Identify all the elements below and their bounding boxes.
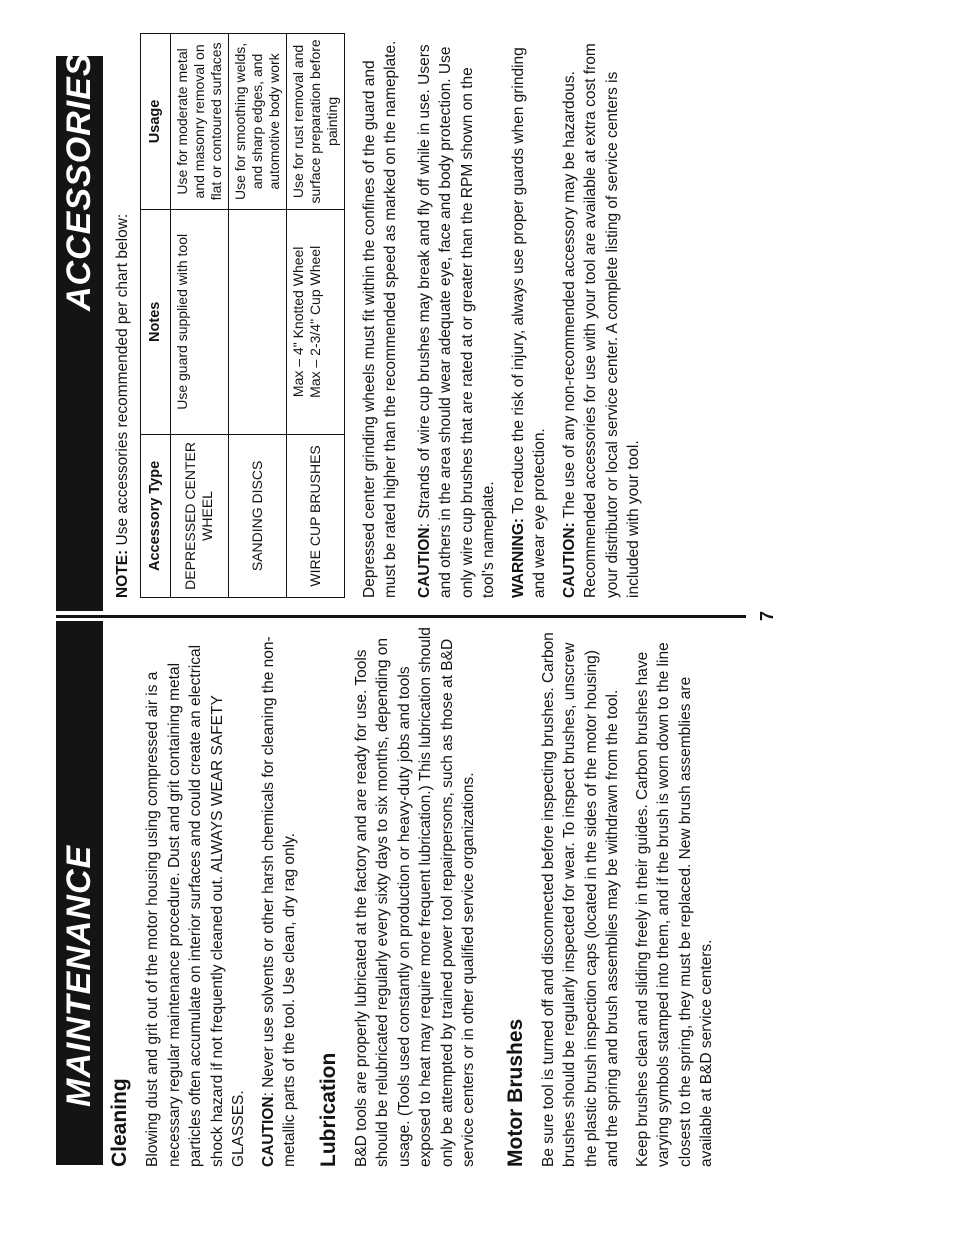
motor-brushes-heading: Motor Brushes — [503, 1018, 527, 1167]
wire-brush-caution — [414, 32, 500, 598]
header-notes: Notes — [140, 209, 170, 434]
lubrication-paragraph: B&D tools are properly lubricated at the factory and are ready for use. Tools should be relubricated regularly every sixty days to six months, depending on usage. (Tools used constantly on production or heavy-duty jobs and tools exposed to heat may require more frequent lubrication.) This lubrication should only be attempted by trained power tool repairpersons, such as those at B&D service centers or in other qualified service organizations. — [352, 627, 477, 1167]
column-divider — [56, 615, 746, 618]
cell-accessory-type: SANDING DISCS — [228, 434, 286, 597]
caution-text: : Strands of wire cup brushes may break and fly off while in use. Users and others in the area should wear adequate eye, face and body protection. Use only wire cup brushes that are rated at or greater than the RPM shown on the tool's nameplate. — [415, 44, 497, 598]
maintenance-title: MAINTENANCE — [60, 844, 98, 1107]
caution-label: CAUTION — [415, 527, 433, 598]
caution-label: CAUTION: — [560, 522, 578, 598]
table-row — [228, 34, 286, 598]
cell-usage: Use for smoothing welds, and sharp edges, and automotive body work — [228, 34, 286, 210]
accessory-caution — [559, 32, 645, 598]
cell-notes: Use guard supplied with tool — [170, 209, 228, 434]
cleaning-caution — [258, 627, 301, 1167]
cell-accessory-type: WIRE CUP BRUSHES — [286, 434, 344, 597]
caution-text: The use of any non-recommended accessory may be hazardous. Recommended accessories for use with your tool are available at extra cost from your distributor or local service center. A complete listing of service centers is included with your tool. — [560, 43, 642, 598]
page-number: 7 — [757, 610, 777, 621]
header-accessory-type: Accessory Type — [140, 434, 170, 597]
warning-label: WARNING: — [509, 517, 527, 598]
cell-notes: Max – 4" Knotted Wheel Max – 2-3/4" Cup Wheel — [286, 209, 344, 434]
accessories-table — [140, 33, 345, 598]
cell-usage: Use for moderate metal and masonry removal on flat or contoured surfaces — [170, 34, 228, 210]
table-row — [170, 34, 228, 598]
motor-brushes-paragraph-1: Be sure tool is turned off and disconnected before inspecting brushes. Carbon brushes should be regularly inspected for wear. To inspect brushes, unscrew the plastic brush inspection caps (located in the sides of the motor housing) and the spring and brush assemblies may be withdrawn from the tool. — [539, 632, 621, 1167]
cell-notes — [228, 209, 286, 434]
cell-usage: Use for rust removal and surface preparation before painting — [286, 34, 344, 210]
table-row — [286, 34, 344, 598]
maintenance-column — [108, 627, 726, 1167]
note-text: Use accessories recommended per chart below: — [114, 213, 131, 550]
caution-text: : Never use solvents or other harsh chemicals for cleaning the non-metallic parts of the tool. Use clean, dry rag only. — [259, 636, 298, 1167]
cleaning-paragraph: Blowing dust and grit out of the motor housing using compressed air is a necessary regular maintenance procedure. Dust and grit containing metal particles often accumulate on interior surfaces and could create an electrical shock hazard if not frequently cleaned out. ALWAYS WEAR SAFETY GLASSES. — [144, 644, 247, 1167]
header-usage: Usage — [140, 34, 170, 210]
accessories-title: ACCESSORIES — [60, 52, 98, 311]
maintenance-banner — [56, 621, 103, 1165]
guard-warning — [508, 32, 551, 598]
caution-label: CAUTION — [259, 1096, 277, 1167]
cleaning-heading: Cleaning — [108, 1078, 131, 1167]
accessories-banner — [56, 52, 103, 611]
cell-accessory-type: DEPRESSED CENTER WHEEL — [170, 434, 228, 597]
motor-brushes-paragraph-2: Keep brushes clean and sliding freely in their guides. Carbon brushes have varying symbols stamped into them, and if the brush is worn down to the line closest to the spring, they must be replaced. New brush assemblies are available at B&D service centers. — [633, 642, 715, 1167]
wheel-guard-paragraph: Depressed center grinding wheels must fit within the confines of the guard and must be rated higher than the recommended speed as marked on the nameplate. — [360, 40, 399, 598]
table-header-row — [140, 34, 170, 598]
warning-text: To reduce the risk of injury, always use proper guards when grinding and wear eye protection. — [509, 47, 548, 598]
lubrication-heading: Lubrication — [316, 1052, 340, 1167]
accessories-column — [112, 32, 653, 598]
note-label: NOTE: — [114, 549, 131, 598]
accessories-note — [112, 32, 134, 598]
